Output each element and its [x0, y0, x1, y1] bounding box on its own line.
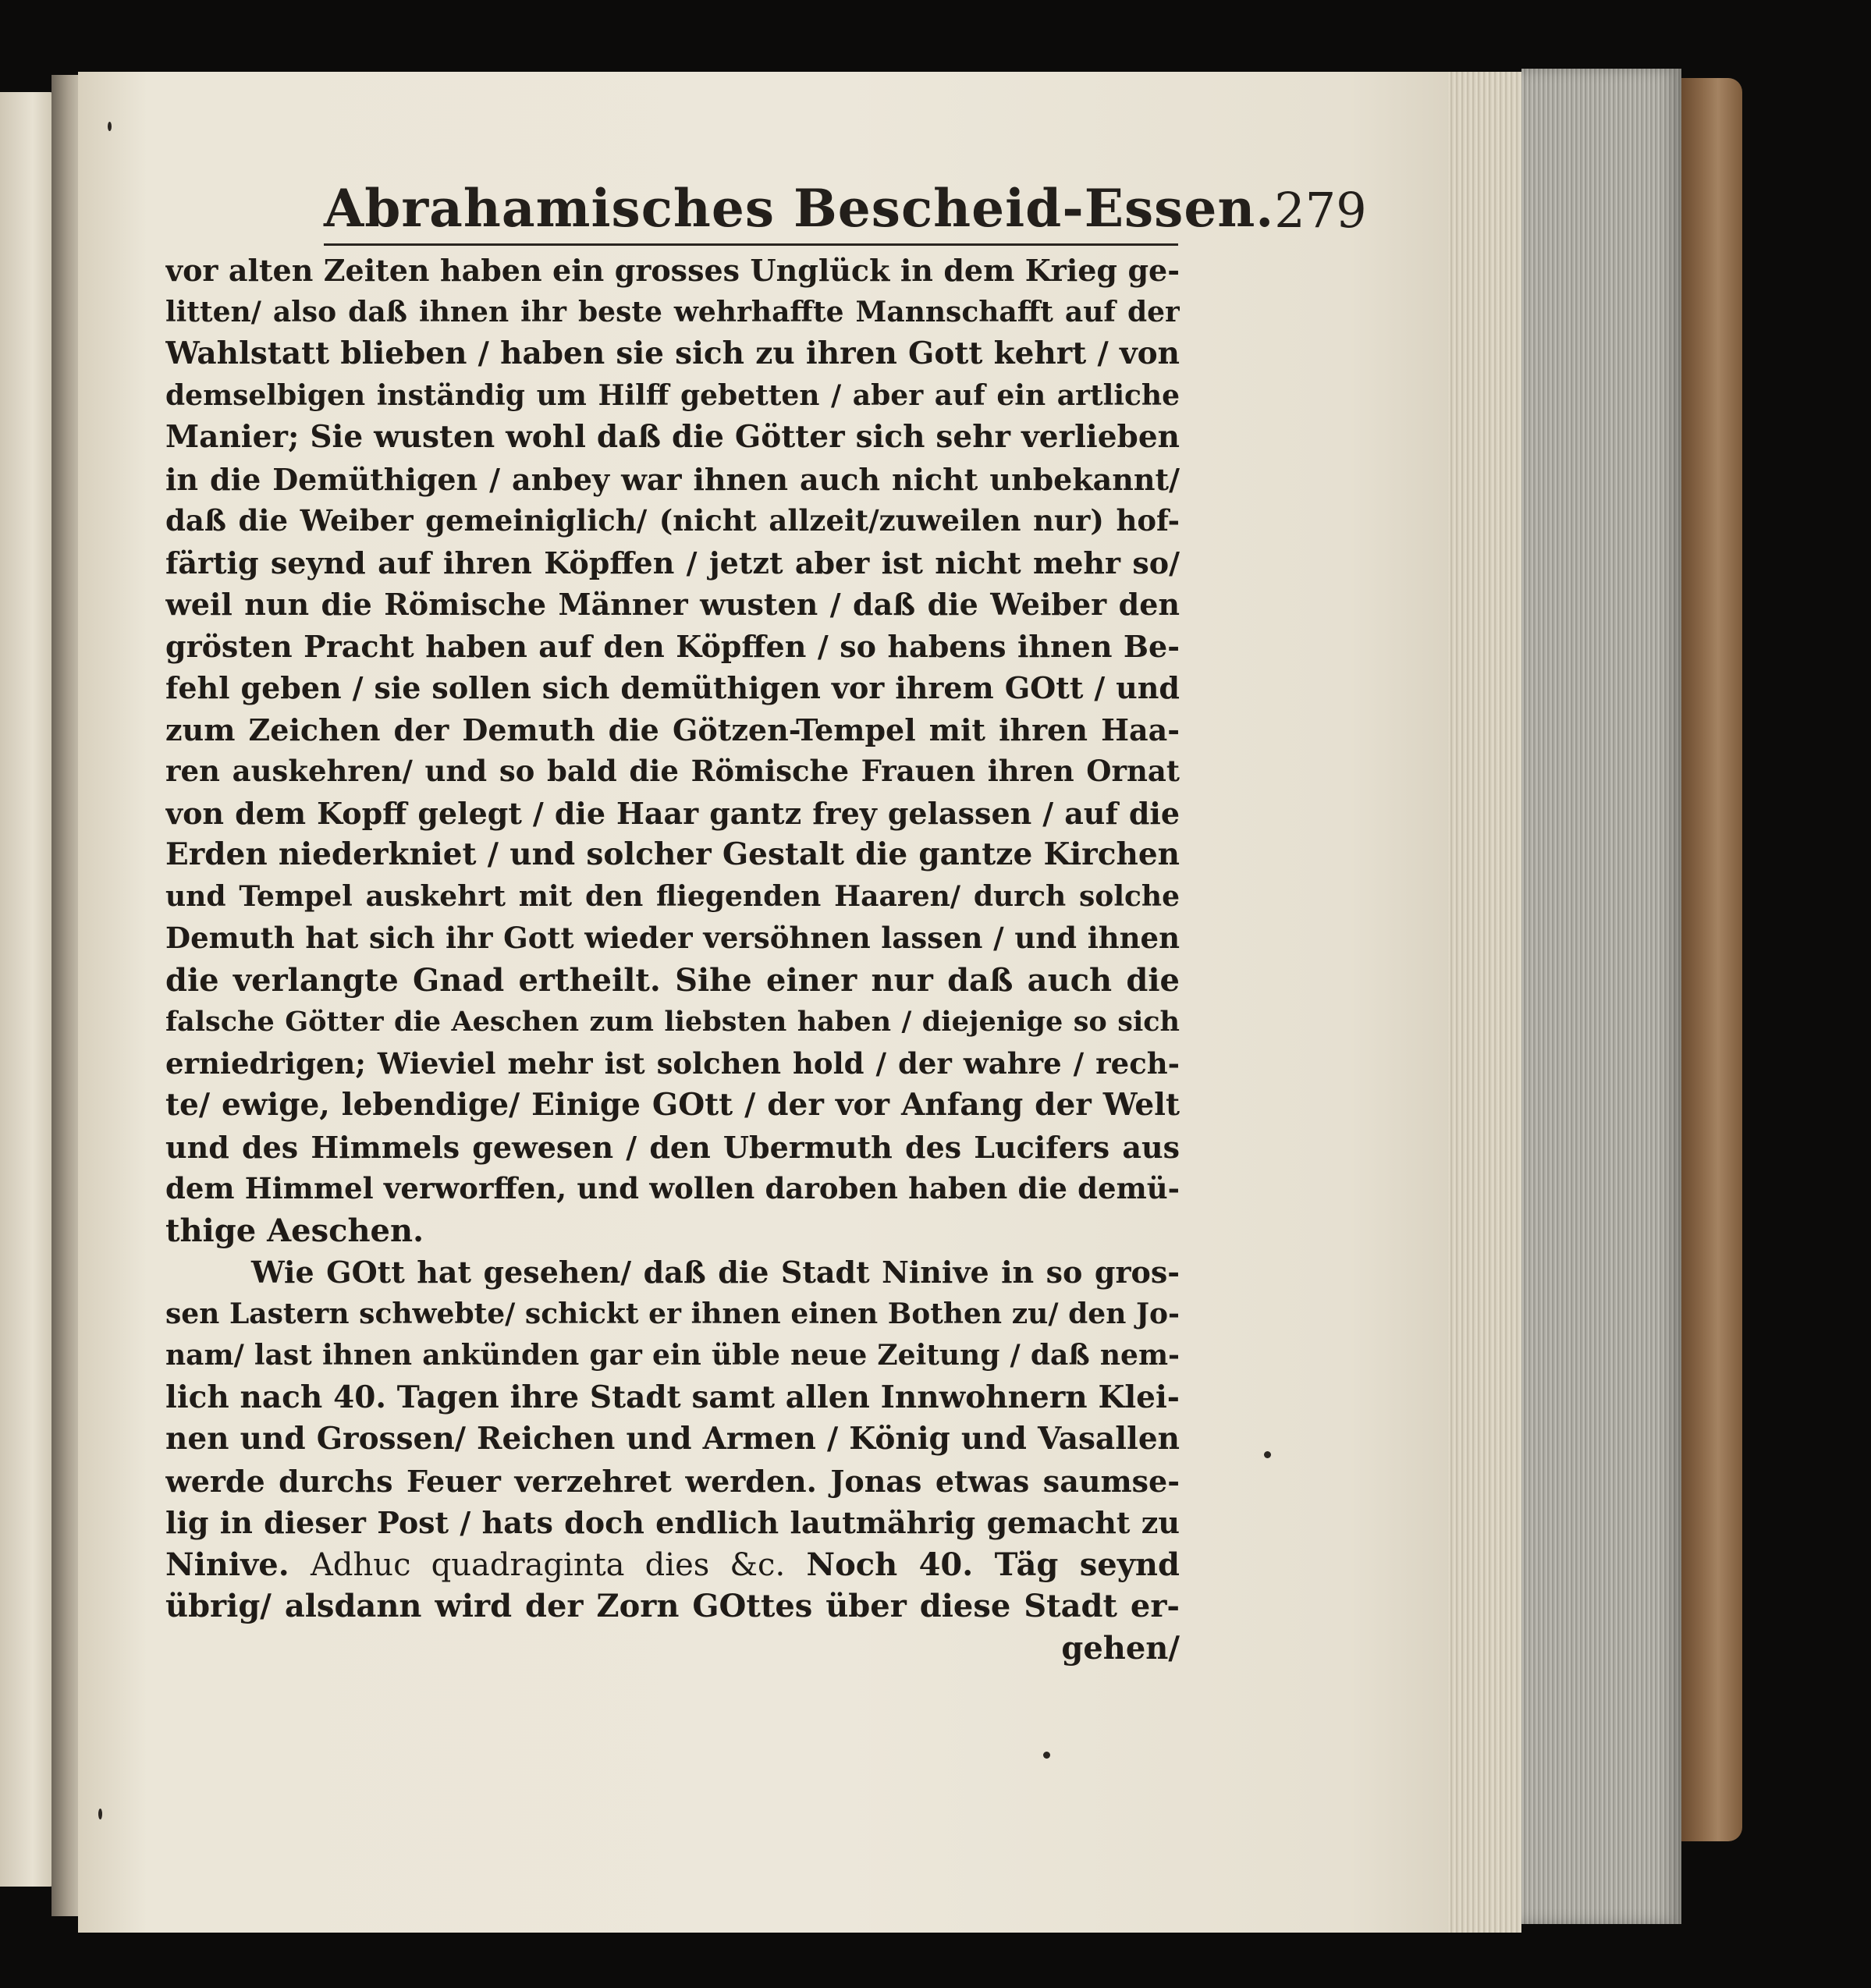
page-number: 279: [1274, 182, 1367, 239]
text-line: grösten Pracht haben auf den Köpffen / so habens ihnen Be-: [165, 628, 1180, 664]
text-line: litten/ also daß ihnen ihr beste wehrhaffte Mannschafft auf der: [165, 295, 1180, 328]
text-line: nam/ last ihnen ankünden gar ein üble neue Zeitung / daß nem-: [165, 1339, 1180, 1372]
text-line: zum Zeichen der Demuth die Götzen-Tempel mit ihren Haa-: [165, 712, 1180, 747]
text-line: Manier; Sie wusten wohl daß die Götter sich sehr verlieben: [165, 419, 1180, 455]
text-line: ren auskehren/ und so bald die Römische Frauen ihren Ornat: [165, 754, 1180, 788]
text-line: übrig/ alsdann wird der Zorn GOttes über diese Stadt er-: [165, 1588, 1180, 1624]
text-line: färtig seynd auf ihren Köpffen / jetzt aber ist nicht mehr so/: [165, 545, 1180, 580]
text-line-latin: [165, 1544, 1180, 1586]
text-line: lig in dieser Post / hats doch endlich lautmährig gemacht zu: [165, 1505, 1180, 1540]
text-line: von dem Kopff gelegt / die Haar gantz frey gelassen / auf die: [165, 795, 1180, 831]
text-line: weil nun die Römische Männer wusten / daß die Weiber den: [165, 587, 1180, 622]
ink-speck: [1043, 1752, 1050, 1759]
text-block-edges: [1521, 69, 1681, 1924]
text-line: Wie GOtt hat gesehen/ daß die Stadt Ninive in so gros-: [251, 1255, 1180, 1290]
text-line: in die Demüthigen / anbey war ihnen auch nicht unbekannt/: [165, 461, 1180, 497]
running-header: [324, 164, 1367, 246]
ink-speck: [1264, 1451, 1271, 1458]
text-line: werde durchs Feuer verzehret werden. Jonas etwas saumse-: [165, 1463, 1180, 1499]
text-line: daß die Weiber gemeiniglich/ (nicht allzeit/zuweilen nur) hof-: [165, 503, 1180, 538]
text-line: thige Aeschen.: [165, 1212, 424, 1249]
facing-page-edge: [0, 92, 55, 1887]
text-line: sen Lastern schwebte/ schickt er ihnen einen Bothen zu/ den Jo-: [165, 1297, 1180, 1330]
running-title: Abrahamisches Bescheid-Essen.: [324, 178, 1275, 239]
ink-speck: [98, 1809, 102, 1819]
text-line: und Tempel auskehrt mit den fliegenden Haaren/ durch solche: [165, 879, 1180, 913]
text-line: nen und Grossen/ Reichen und Armen / König und Vasallen: [165, 1421, 1180, 1457]
text-fragment: Ninive.: [165, 1546, 289, 1583]
text-line: vor alten Zeiten haben ein grosses Unglück in dem Krieg ge-: [165, 253, 1180, 288]
text-line: Demuth hat sich ihr Gott wieder versöhnen lassen / und ihnen: [165, 921, 1180, 955]
catchword: gehen/: [1061, 1629, 1180, 1667]
text-line: demselbigen inständig um Hilff gebetten / aber auf ein artliche: [165, 378, 1180, 412]
body-text: [165, 250, 1180, 1669]
ink-speck: [108, 122, 112, 131]
text-line: te/ ewige, lebendige/ Einige GOtt / der vor Anfang der Welt: [165, 1087, 1180, 1123]
text-line: fehl geben / sie sollen sich demüthigen vor ihrem GOtt / und: [165, 670, 1180, 705]
text-line: Erden niederkniet / und solcher Gestalt die gantze Kirchen: [165, 836, 1180, 872]
text-line: falsche Götter die Aeschen zum liebsten haben / diejenige so sich: [165, 1006, 1180, 1038]
text-line: dem Himmel verworffen, und wollen daroben haben die demü-: [165, 1171, 1180, 1205]
book-cover: [1681, 78, 1742, 1841]
text-line: und des Himmels gewesen / den Ubermuth des Lucifers aus: [165, 1129, 1180, 1165]
text-line: Wahlstatt blieben / haben sie sich zu ihren Gott kehrt / von: [165, 335, 1180, 371]
text-line: erniedrigen; Wieviel mehr ist solchen hold / der wahre / rech-: [165, 1045, 1180, 1081]
text-line: die verlangte Gnad ertheilt. Sihe einer nur daß auch die: [165, 961, 1180, 999]
latin-quotation: Adhuc quadraginta dies &c.: [311, 1546, 786, 1583]
text-fragment: Noch 40. Täg seynd: [806, 1546, 1180, 1583]
page-edges: [1447, 72, 1521, 1933]
text-line: lich nach 40. Tagen ihre Stadt samt allen Innwohnern Klei-: [165, 1379, 1180, 1415]
